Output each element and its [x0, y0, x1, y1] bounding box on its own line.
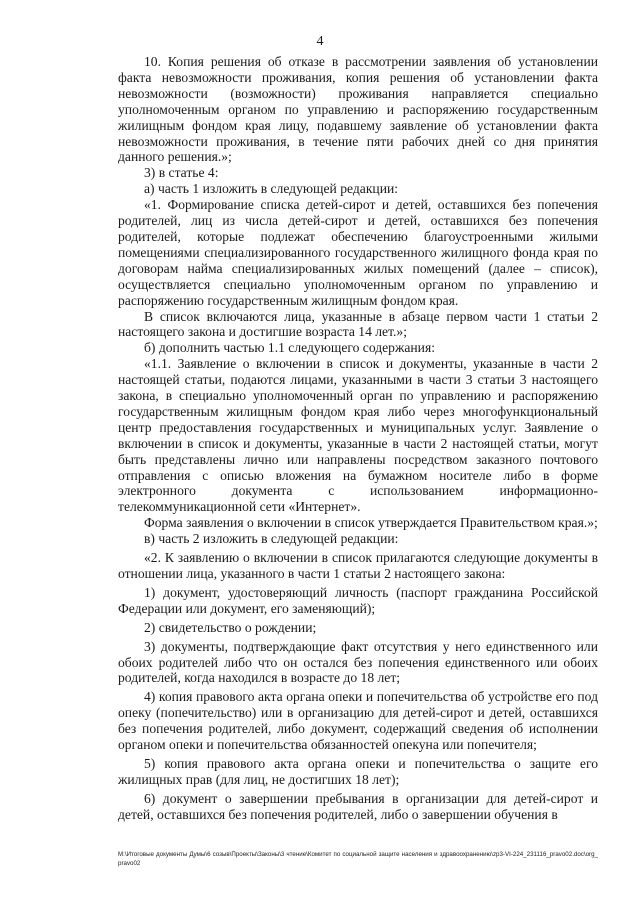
footer-file-path: M:\Итоговые документы Думы\6 созыв\Проекты\Законы\3 чтение\Комитет по социальной защите населения и здравоохранению\zp3-VI-224_231116_pravo02.doc\org_pravo02 — [118, 851, 598, 867]
paragraph: а) часть 1 изложить в следующей редакции: — [144, 181, 399, 197]
paragraph: 2) свидетельство о рождении; — [144, 619, 317, 635]
document-body — [118, 54, 598, 823]
paragraph: 3) документы, подтверждающие факт отсутствия у него единственного или обоих родителей либо что он остался без попечения единственного или обоих родителей, когда находился в возрасте до 18 лет; — [118, 638, 598, 686]
paragraph: 1) документ, удостоверяющий личность (паспорт гражданина Российской Федерации или документ, его заменяющий); — [118, 584, 598, 616]
paragraph: 6) документ о завершении пребывания в организации для детей-сирот и детей, оставшихся без попечения родителей, либо о завершении обучения в — [118, 790, 598, 822]
paragraph: 10. Копия решения об отказе в рассмотрении заявления об установлении факта невозможности проживания, копия решения об установлении факта невозможности (возможности) проживания направляется специально уполномоченным органом по управлению и распоряжению государственным жилищным фондом края лицу, подавшему заявление об установлении факта невозможности проживания, в течение пяти рабочих дней со дня принятия данного решения.»; — [118, 54, 598, 165]
paragraph: в) часть 2 изложить в следующей редакции: — [144, 531, 399, 547]
paragraph: б) дополнить частью 1.1 следующего содержания: — [144, 340, 435, 356]
paragraph: 5) копия правового акта органа опеки и попечительства о защите его жилищных прав (для лиц, не достигших 18 лет); — [118, 755, 598, 787]
paragraph: 4) копия правового акта органа опеки и попечительства об устройстве его под опеку (попечительство) или в организацию для детей-сирот и детей, оставшихся без попечения родителей, либо документ, содержащий сведения об исполнении органом опеки и попечительства обязанностей опекуна или попечителя; — [118, 689, 598, 753]
paragraph: «1.1. Заявление о включении в список и документы, указанные в части 2 настоящей статьи, подаются лицами, указанными в части 3 статьи 3 настоящего закона, в специально уполномоченный орган по управлению и распоряжению государственным жилищным фондом края либо через многофункциональный центр предоставления государственных и муниципальных услуг. Заявление о включении в список и документы, указанные в части 2 настоящей статьи, могут быть представлены лично или направлены посредством заказного почтового отправления с описью вложения на бумажном носителе либо в форме электронного документа с использованием информационно-телекоммуникационной сети «Интернет». — [118, 356, 598, 515]
paragraph: В список включаются лица, указанные в абзаце первом части 1 статьи 2 настоящего закона и достигшие возраста 14 лет.»; — [118, 308, 598, 340]
paragraph: «2. К заявлению о включении в список прилагаются следующие документы в отношении лица, указанного в части 1 статьи 2 настоящего закона: — [118, 550, 598, 581]
paragraph: 3) в статье 4: — [144, 165, 219, 181]
paragraph: «1. Формирование списка детей-сирот и детей, оставшихся без попечения родителей, лиц из числа детей-сирот и детей, оставшихся без попечения родителей, которые подлежат обеспечению благоустроенными жилыми помещениями специализированного государственного жилищного фонда края по договорам найма специализированных жилых помещений (далее – список), осуществляется специально уполномоченным органом по управлению и распоряжению государственным жилищным фондом края. — [118, 197, 598, 308]
paragraph: Форма заявления о включении в список утверждается Правительством края.»; — [144, 515, 598, 531]
page-number: 4 — [316, 34, 324, 49]
